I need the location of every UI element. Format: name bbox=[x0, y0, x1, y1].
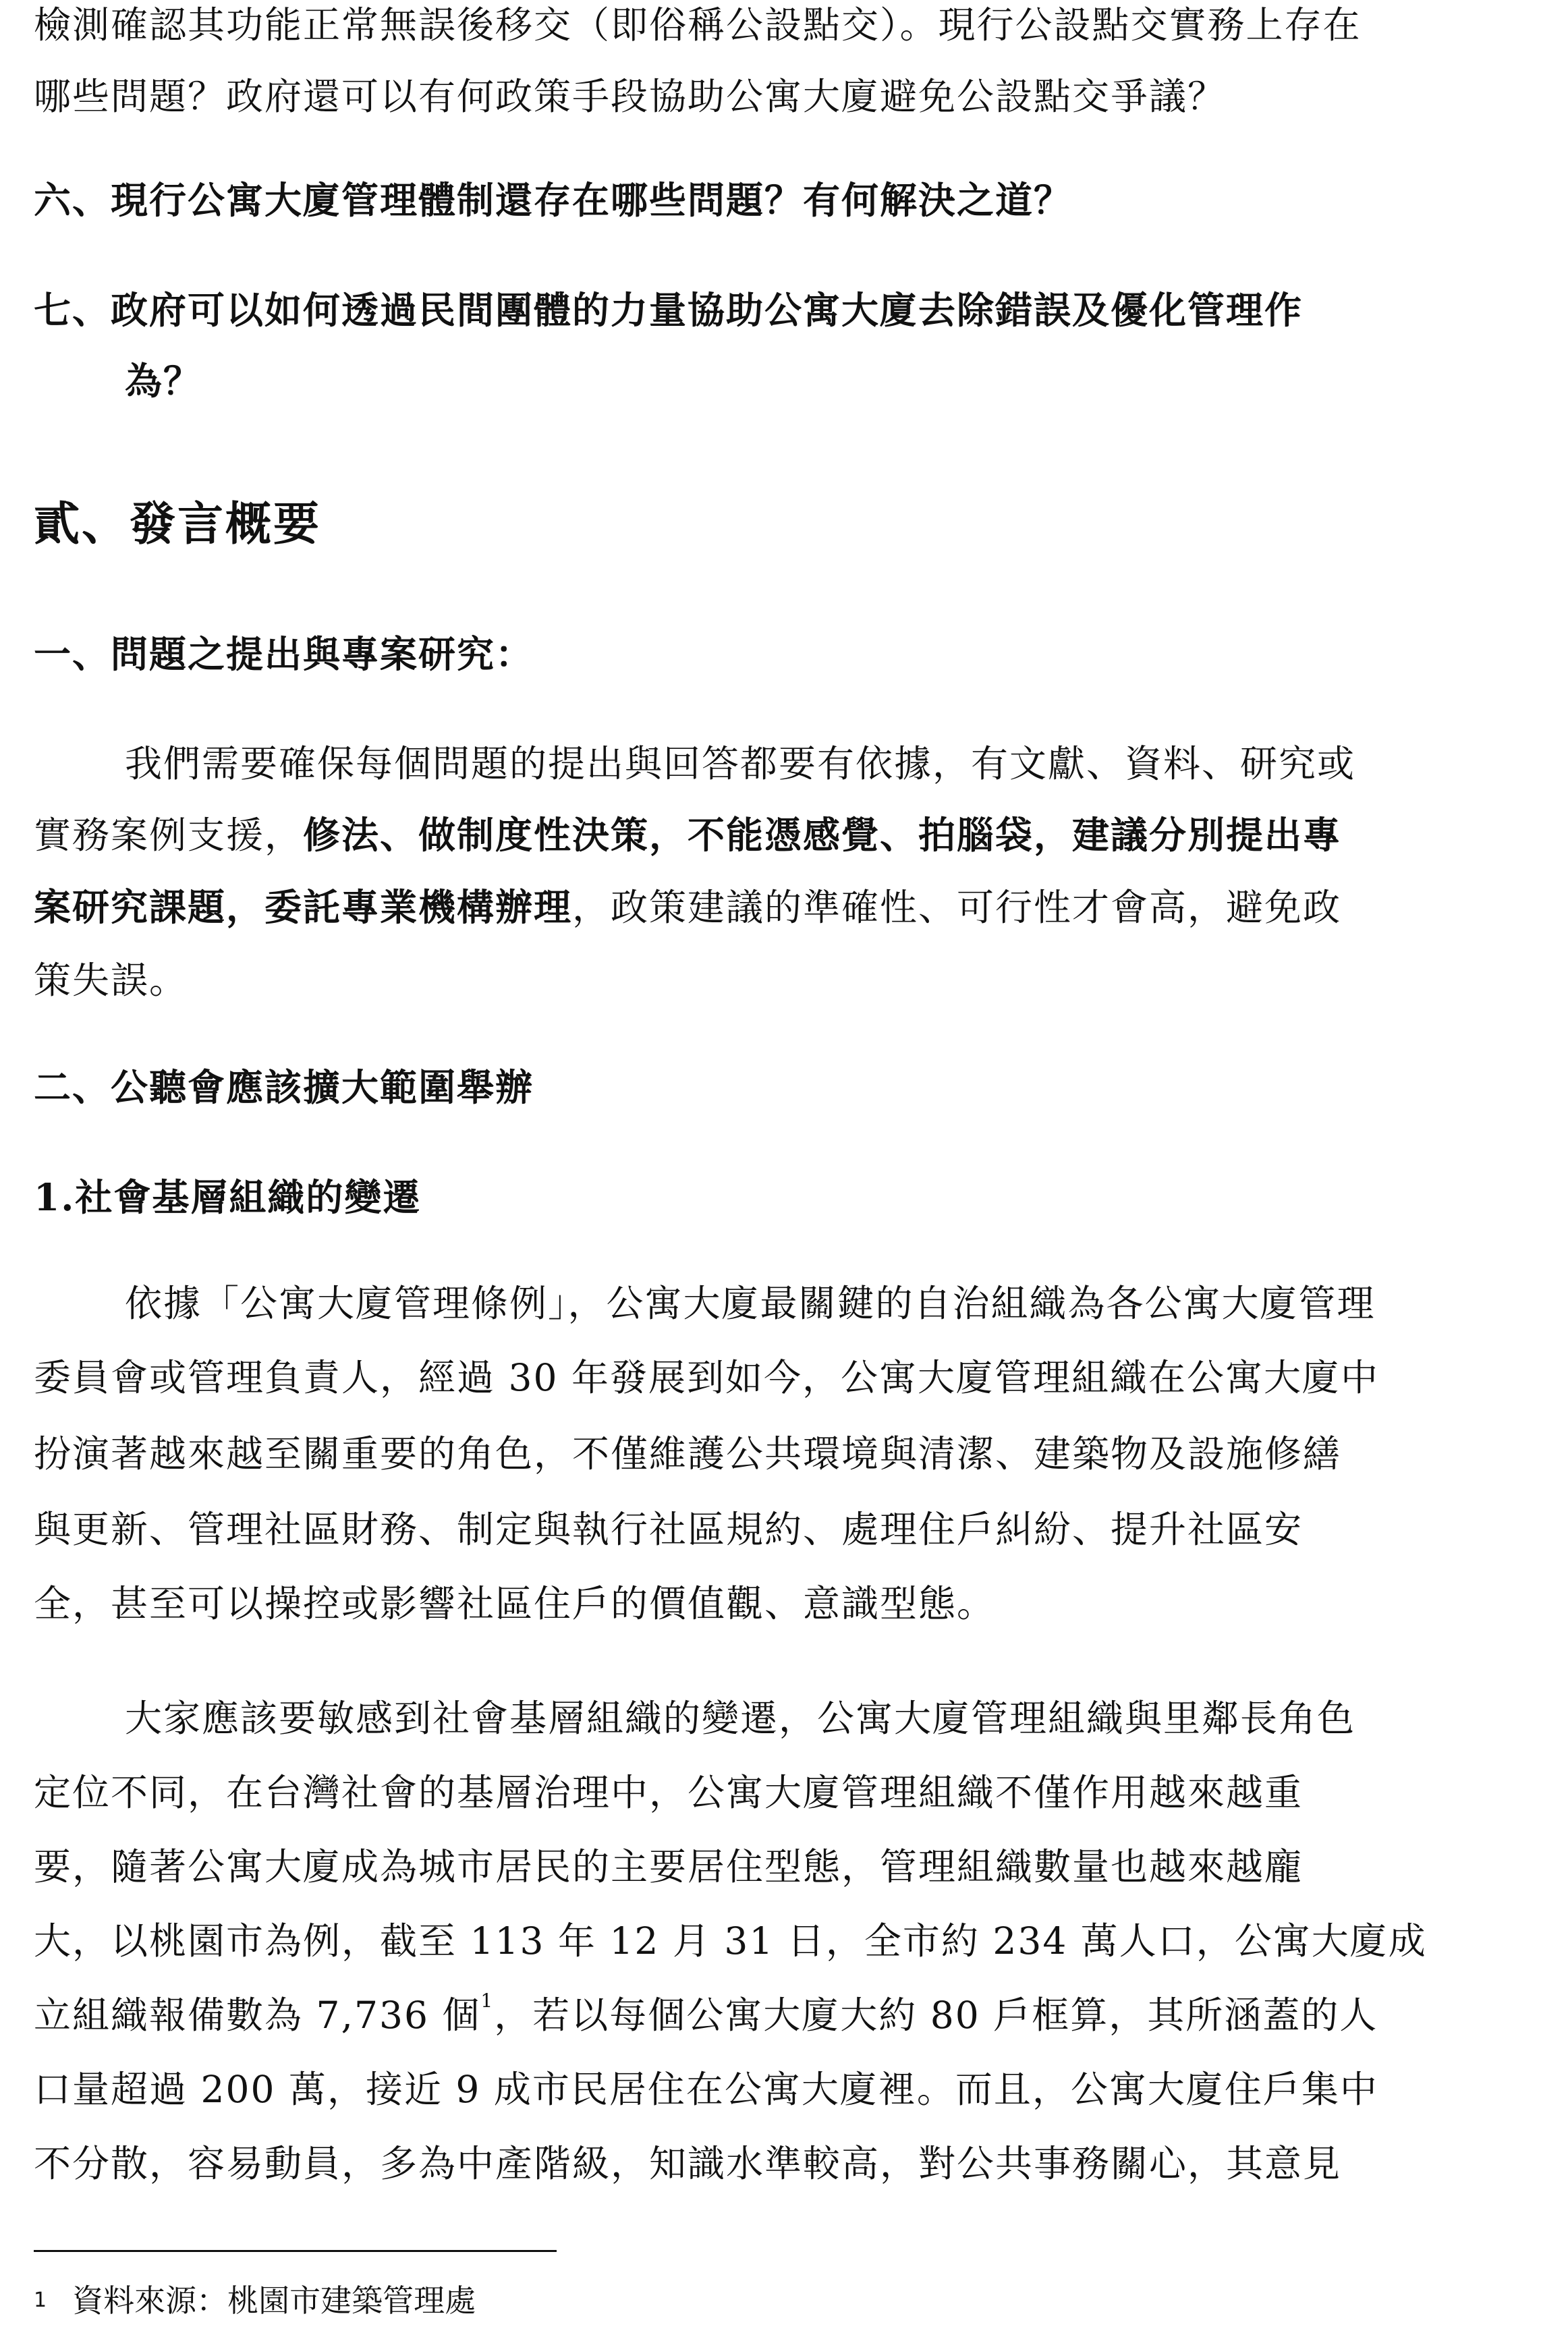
footnote-reference: 1 bbox=[480, 1990, 495, 2012]
part2-para1-line-5: 全，甚至可以操控或影響社區住戶的價值觀、意識型態。 bbox=[34, 1582, 996, 1625]
intro-line-1: 檢測確認其功能正常無誤後移交（即俗稱公設點交）。現行公設點交實務上存在 bbox=[34, 3, 1362, 47]
footnote-divider bbox=[34, 2250, 557, 2252]
footnote bbox=[34, 2280, 476, 2321]
part1-para-line-3 bbox=[34, 884, 1341, 931]
part1-para-line-4: 策失誤。 bbox=[34, 959, 188, 1002]
part2-sub-heading: 1.社會基層組織的變遷 bbox=[34, 1175, 422, 1219]
part2-heading: 二、公聽會應該擴大範圍舉辦 bbox=[34, 1065, 534, 1109]
part1-para-line-2 bbox=[34, 812, 1341, 859]
part2-para2-line-7: 不分散，容易動員，多為中產階級，知識水準較高，對公共事務關心，其意見 bbox=[34, 2142, 1342, 2185]
footnote-text: 資料來源：桃園市建築管理處 bbox=[72, 2282, 476, 2319]
part2-para2-line-6: 口量超過 200 萬，接近 9 成市民居住在公寓大廈裡。而且，公寓大廈住戶集中 bbox=[34, 2068, 1378, 2111]
part2-para2-line-4: 大，以桃園市為例，截至 113 年 12 月 31 日，全市約 234 萬人口，公寓大廈成 bbox=[34, 1919, 1427, 1963]
part1-para-line-2-bold: 修法、做制度性決策，不能憑感覺、拍腦袋，建議分別提出專 bbox=[303, 813, 1342, 857]
part2-para2-line-5 bbox=[34, 1992, 1378, 2039]
section-title: 貳、發言概要 bbox=[34, 497, 322, 551]
question-6: 六、現行公寓大廈管理體制還存在哪些問題？有何解決之道？ bbox=[34, 178, 1073, 222]
part1-heading: 一、問題之提出與專案研究： bbox=[34, 632, 534, 676]
part1-para-line-3-plain: ，政策建議的準確性、可行性才會高，避免政 bbox=[572, 886, 1342, 929]
part1-para-line-3-bold: 案研究課題，委託專業機構辦理 bbox=[34, 885, 573, 929]
part1-para-line-1: 我們需要確保每個問題的提出與回答都要有依據，有文獻、資料、研究或 bbox=[125, 742, 1356, 785]
intro-line-2: 哪些問題？政府還可以有何政策手段協助公寓大廈避免公設點交爭議？ bbox=[34, 75, 1227, 118]
footnote-mark: 1 bbox=[34, 2288, 47, 2312]
part2-para1-line-1: 依據「公寓大廈管理條例」，公寓大廈最關鍵的自治組織為各公寓大廈管理 bbox=[125, 1282, 1376, 1325]
part2-para1-line-2: 委員會或管理負責人，經過 30 年發展到如今，公寓大廈管理組織在公寓大廈中 bbox=[34, 1356, 1379, 1399]
question-7-line-2: 為？ bbox=[125, 359, 202, 403]
part2-para2-line-5-post: ，若以每個公寓大廈大約 80 戶框算，其所涵蓋的人 bbox=[494, 1994, 1378, 2037]
question-7-line-1: 七、政府可以如何透過民間團體的力量協助公寓大廈去除錯誤及優化管理作 bbox=[34, 288, 1304, 332]
part2-para2-line-1: 大家應該要敏感到社會基層組織的變遷，公寓大廈管理組織與里鄰長角色 bbox=[125, 1697, 1356, 1740]
part2-para1-line-4: 與更新、管理社區財務、制定與執行社區規約、處理住戶糾紛、提升社區安 bbox=[34, 1508, 1304, 1551]
part2-para2-line-2: 定位不同，在台灣社會的基層治理中，公寓大廈管理組織不僅作用越來越重 bbox=[34, 1771, 1304, 1814]
part2-para1-line-3: 扮演著越來越至關重要的角色，不僅維護公共環境與清潔、建築物及設施修繕 bbox=[34, 1432, 1342, 1475]
part1-para-line-2-plain: 實務案例支援， bbox=[34, 814, 304, 857]
part2-para2-line-3: 要，隨著公寓大廈成為城市居民的主要居住型態，管理組織數量也越來越龐 bbox=[34, 1845, 1304, 1888]
part2-para2-line-5-pre: 立組織報備數為 7,736 個 bbox=[34, 1994, 481, 2037]
